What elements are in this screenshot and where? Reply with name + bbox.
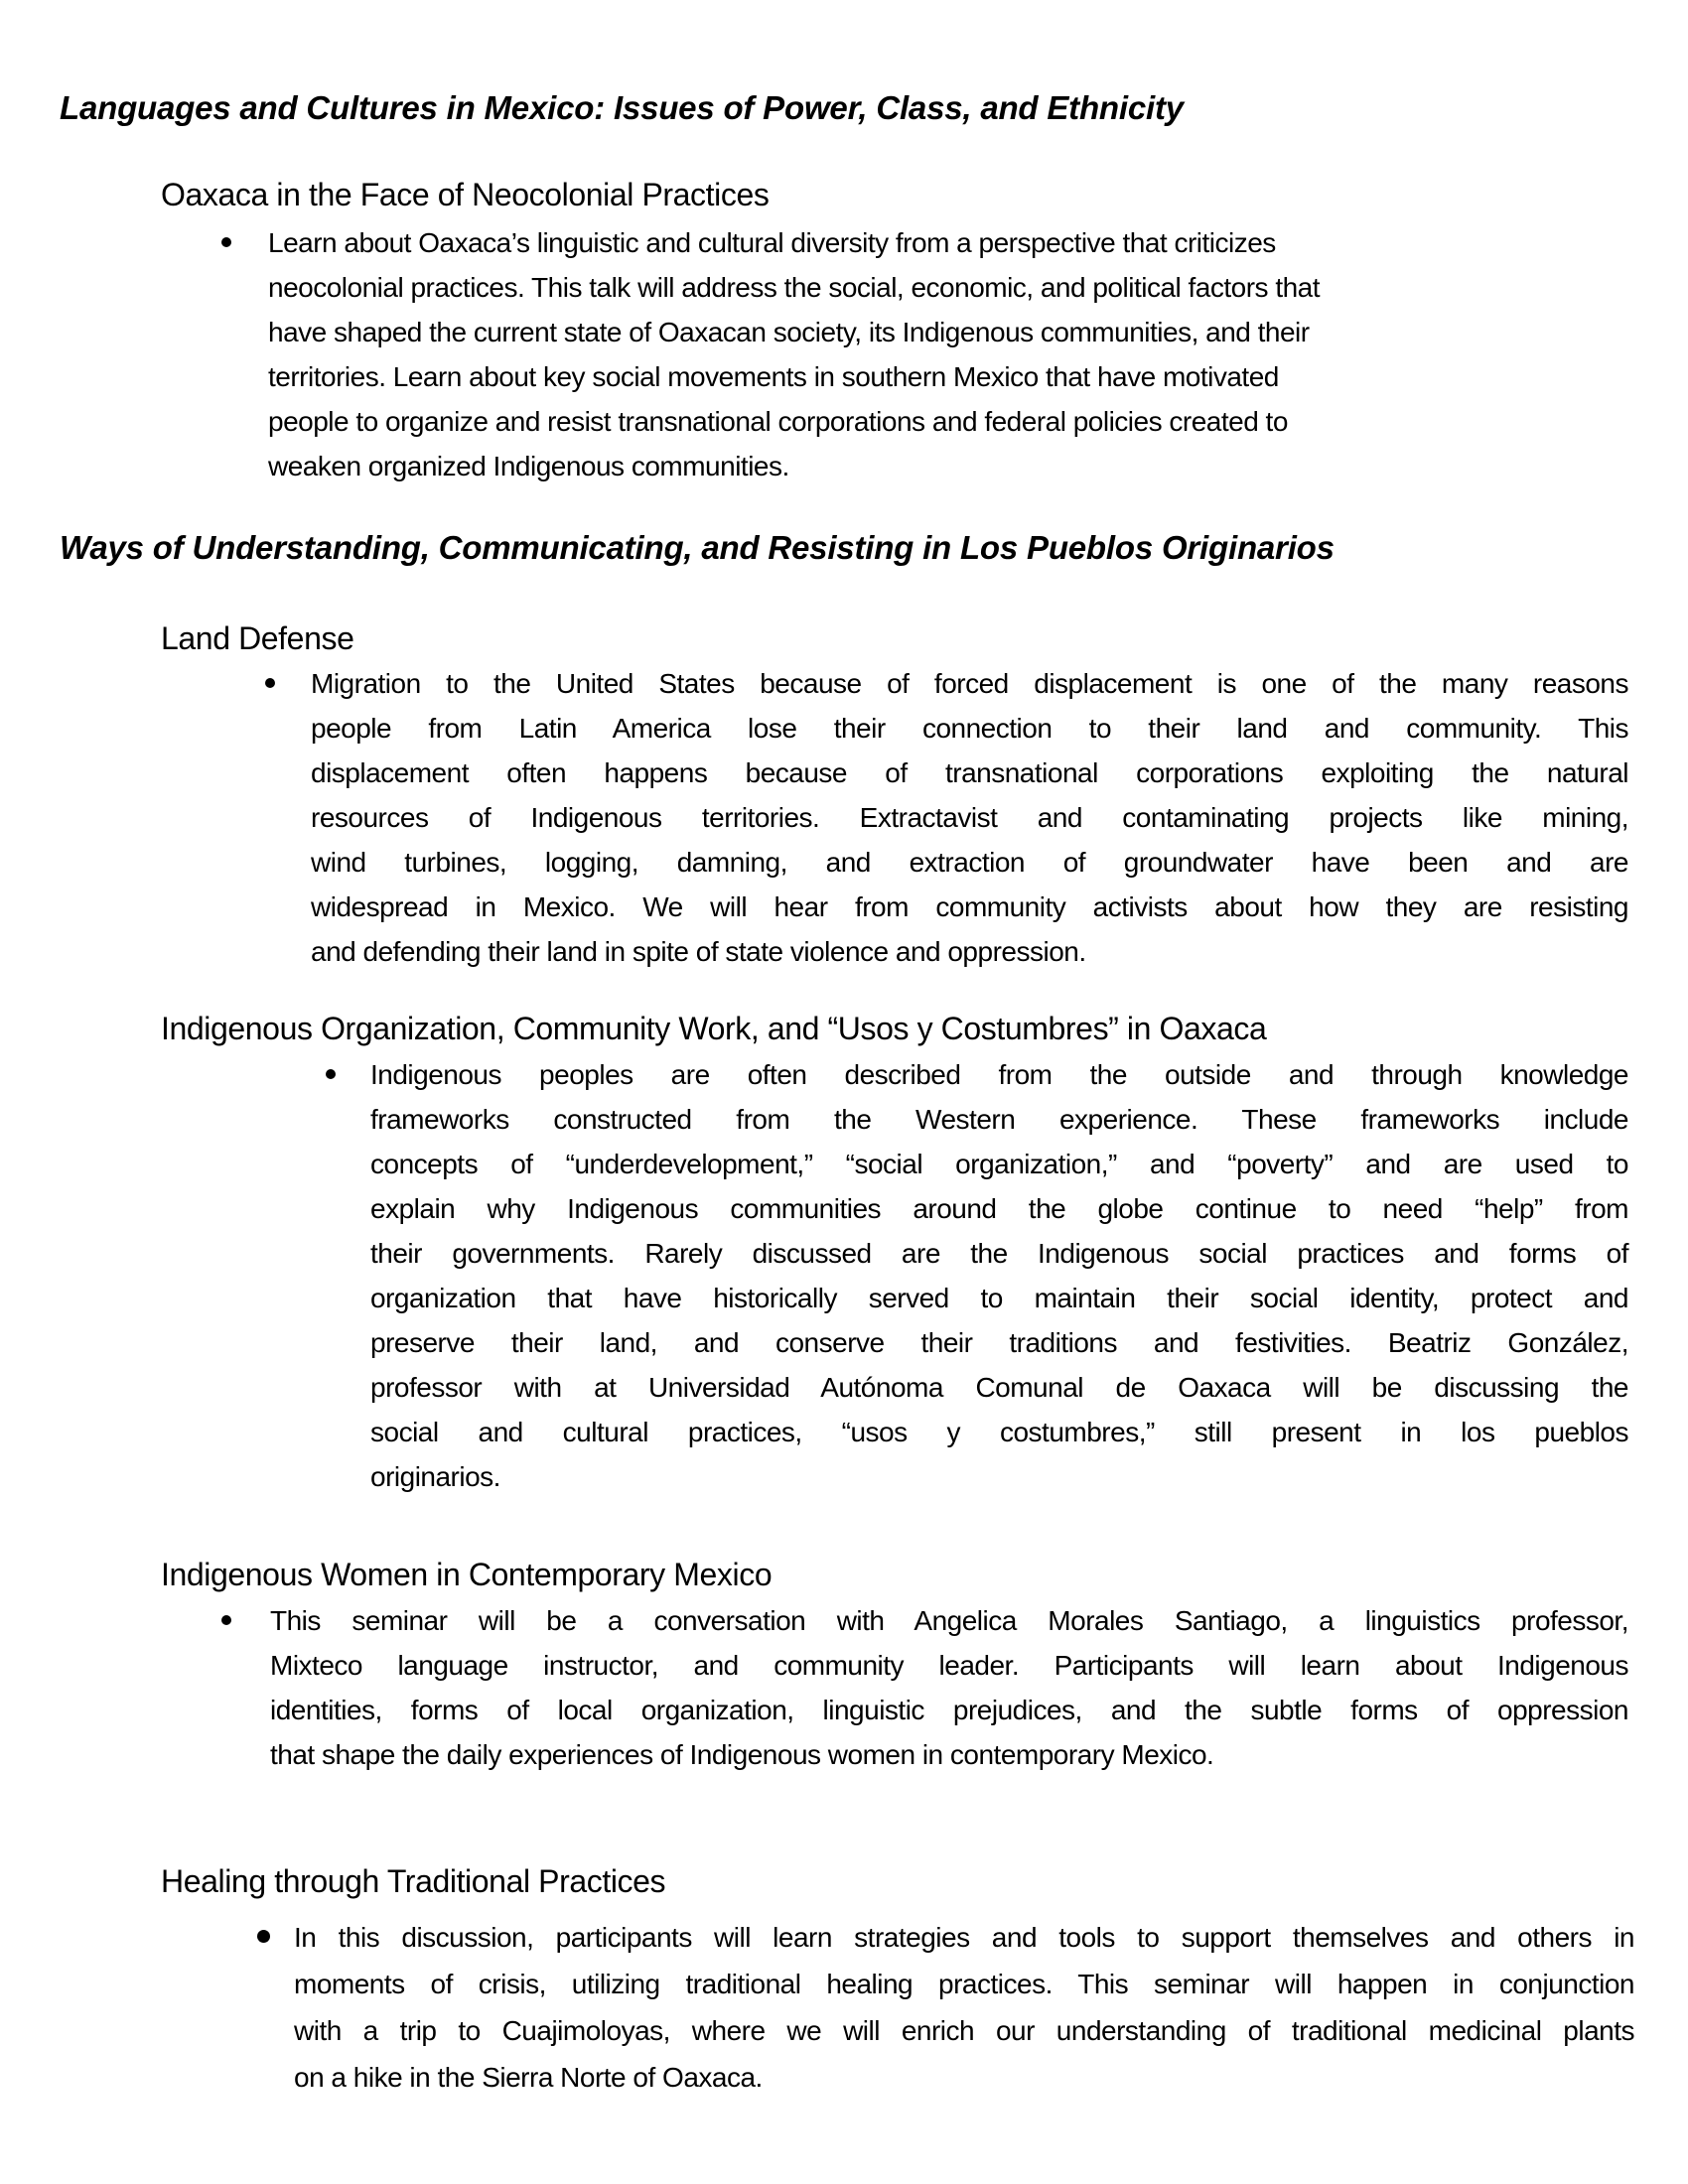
text-line: neocolonial practices. This talk will address the social, economic, and political factors that xyxy=(268,272,1321,303)
document-heading-languages-and-cultures: Languages and Cultures in Mexico: Issues of Power, Class, and Ethnicity xyxy=(60,89,1184,126)
text-line: preserve their land, and conserve their traditions and festivities. Beatriz González, xyxy=(370,1327,1628,1358)
text-line: Learn about Oaxaca’s linguistic and cultural diversity from a perspective that criticizes xyxy=(268,227,1276,258)
text-line: identities, forms of local organization, linguistic prejudices, and the subtle forms of oppression xyxy=(270,1695,1628,1725)
text-line: and defending their land in spite of state violence and oppression. xyxy=(311,936,1086,967)
bullet-icon xyxy=(221,1615,231,1625)
document-heading-ways-of-understanding: Ways of Understanding, Communicating, and Resisting in Los Pueblos Originarios xyxy=(60,529,1335,566)
text-line: frameworks constructed from the Western experience. These frameworks include xyxy=(370,1104,1628,1135)
section-title-indigenous-women: Indigenous Women in Contemporary Mexico xyxy=(161,1557,773,1592)
bullet-paragraph-indigenous-organization xyxy=(370,1052,1628,1499)
text-line: widespread in Mexico. We will hear from community activists about how they are resisting xyxy=(311,891,1628,922)
bullet-paragraph-healing xyxy=(294,1914,1634,2101)
text-line: Migration to the United States because of forced displacement is one of the many reasons xyxy=(311,668,1628,699)
text-line: organization that have historically served to maintain their social identity, protect and xyxy=(370,1283,1628,1313)
section-title-land-defense: Land Defense xyxy=(161,620,354,656)
text-line: This seminar will be a conversation with Angelica Morales Santiago, a linguistics professor, xyxy=(270,1605,1628,1636)
text-line: explain why Indigenous communities around the globe continue to need “help” from xyxy=(370,1193,1628,1224)
bullet-icon xyxy=(221,237,231,247)
text-line: their governments. Rarely discussed are the Indigenous social practices and forms of xyxy=(370,1238,1628,1269)
bullet-paragraph-indigenous-women xyxy=(270,1598,1628,1777)
text-line: Mixteco language instructor, and community leader. Participants will learn about Indigenous xyxy=(270,1650,1628,1681)
bullet-paragraph-land-defense xyxy=(311,661,1628,974)
section-title-healing-traditional-practices: Healing through Traditional Practices xyxy=(161,1863,666,1899)
bullet-icon xyxy=(257,1930,270,1943)
text-line: moments of crisis, utilizing traditional healing practices. This seminar will happen in conjunction xyxy=(294,1969,1634,1999)
text-line: with a trip to Cuajimoloyas, where we will enrich our understanding of traditional medicinal plants xyxy=(294,2015,1634,2046)
bullet-icon xyxy=(326,1069,336,1079)
text-line: that shape the daily experiences of Indigenous women in contemporary Mexico. xyxy=(270,1739,1214,1770)
bullet-icon xyxy=(265,678,275,688)
text-line: Indigenous peoples are often described from the outside and through knowledge xyxy=(370,1059,1628,1090)
text-line: wind turbines, logging, damning, and extraction of groundwater have been and are xyxy=(311,847,1628,878)
text-line: concepts of “underdevelopment,” “social organization,” and “poverty” and are used to xyxy=(370,1149,1628,1179)
text-line: territories. Learn about key social movements in southern Mexico that have motivated xyxy=(268,361,1279,392)
bullet-paragraph-oaxaca xyxy=(268,220,1551,488)
text-line: have shaped the current state of Oaxacan society, its Indigenous communities, and their xyxy=(268,317,1310,347)
section-title-oaxaca-neocolonial: Oaxaca in the Face of Neocolonial Practices xyxy=(161,177,770,212)
text-line: professor with at Universidad Autónoma Comunal de Oaxaca will be discussing the xyxy=(370,1372,1628,1403)
text-line: people from Latin America lose their connection to their land and community. This xyxy=(311,713,1628,744)
text-line: displacement often happens because of transnational corporations exploiting the natural xyxy=(311,757,1628,788)
text-line: originarios. xyxy=(370,1461,500,1492)
text-line: In this discussion, participants will learn strategies and tools to support themselves and others in xyxy=(294,1922,1634,1953)
text-line: people to organize and resist transnational corporations and federal policies created to xyxy=(268,406,1288,437)
section-title-indigenous-organization: Indigenous Organization, Community Work, and “Usos y Costumbres” in Oaxaca xyxy=(161,1011,1267,1046)
text-line: social and cultural practices, “usos y costumbres,” still present in los pueblos xyxy=(370,1417,1628,1447)
text-line: on a hike in the Sierra Norte of Oaxaca. xyxy=(294,2062,763,2093)
text-line: weaken organized Indigenous communities. xyxy=(268,451,789,481)
text-line: resources of Indigenous territories. Extractavist and contaminating projects like mining, xyxy=(311,802,1628,833)
